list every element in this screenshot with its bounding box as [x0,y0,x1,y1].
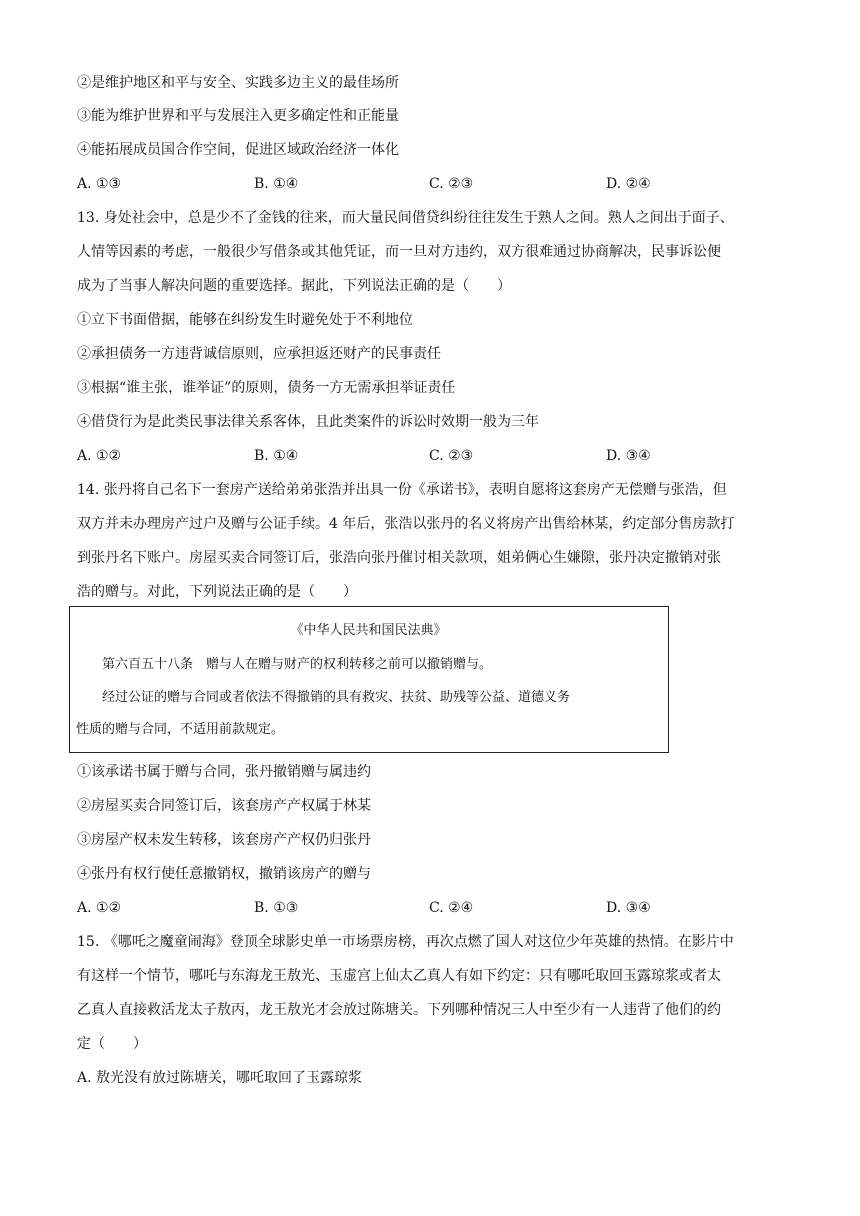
q14-stem-line: 14. 张丹将自己名下一套房产送给弟弟张浩并出具一份《承诺书》，表明自愿将这套房产无偿赠与张浩，但 [77,482,727,498]
q14-option-b: B. ①③ [254,900,299,916]
excerpt-line: 性质的赠与合同，不适用前款规定。 [76,722,285,737]
q13-option-b: B. ①④ [254,448,299,464]
q12-option-b: B. ①④ [254,176,299,192]
q12-item-3: ③能为维护世界和平与发展注入更多确定性和正能量 [77,108,399,124]
q13-item-4: ④借贷行为是此类民事法律关系客体，且此类案件的诉讼时效期一般为三年 [77,414,539,430]
q13-option-d: D. ③④ [606,448,651,464]
q13-stem-line: 13. 身处社会中，总是少不了金钱的往来，而大量民间借贷纠纷往往发生于熟人之间。熟人之间出于面子、 [77,210,734,226]
q13-item-1: ①立下书面借据，能够在纠纷发生时避免处于不利地位 [77,312,413,328]
q14-item-2: ②房屋买卖合同签订后，该套房产产权属于林某 [77,798,371,814]
q12-option-c: C. ②③ [429,176,474,192]
q14-options [77,898,797,918]
q13-option-a: A. ①② [77,448,122,464]
q14-option-a: A. ①② [77,900,122,916]
q15-stem-line: 乙真人直接救活龙太子敖丙，龙王敖光才会放过陈塘关。下列哪种情况三人中至少有一人违背了他们的约 [77,1002,721,1018]
q14-item-4: ④张丹有权行使任意撤销权，撤销该房产的赠与 [77,866,371,882]
excerpt-line: 经过公证的赠与合同或者依法不得撤销的具有救灾、扶贫、助残等公益、道德义务 [102,690,571,705]
q13-stem-line: 人情等因素的考虑，一般很少写借条或其他凭证，而一旦对方违约，双方很难通过协商解决，民事诉讼便 [77,244,721,260]
q12-item-4: ④能拓展成员国合作空间，促进区域政治经济一体化 [77,142,399,158]
q12-option-d: D. ②④ [606,176,651,192]
q14-stem-line: 到张丹名下账户。房屋买卖合同签订后，张浩向张丹催讨相关款项，姐弟俩心生嫌隙，张丹决定撤销对张 [77,550,721,566]
q13-stem-line: 成为了当事人解决问题的重要选择。据此，下列说法正确的是（ ） [77,278,511,294]
q15-stem-line: 15. 《哪吒之魔童闹海》登顶全球影史单一市场票房榜，再次点燃了国人对这位少年英雄的热情。在影片中 [77,934,734,950]
q14-stem-line: 浩的赠与。对此，下列说法正确的是（ ） [77,584,357,600]
q13-item-2: ②承担债务一方违背诚信原则，应承担返还财产的民事责任 [77,346,441,362]
q12-option-a: A. ①③ [77,176,122,192]
q12-options [77,174,797,194]
q15-option-a: A. 敖光没有放过陈塘关，哪吒取回了玉露琼浆 [77,1070,363,1086]
q15-stem-line: 定（ ） [77,1036,147,1052]
q14-option-c: C. ②④ [429,900,474,916]
q13-options [77,446,797,466]
q14-option-d: D. ③④ [606,900,651,916]
q14-item-1: ①该承诺书属于赠与合同，张丹撤销赠与属违约 [77,764,371,780]
q14-stem-line: 双方并未办理房产过户及赠与公证手续。4 年后，张浩以张丹的名义将房产出售给林某，约定部分售房款打 [77,516,735,532]
q13-option-c: C. ②③ [429,448,474,464]
excerpt-line: 第六百五十八条 赠与人在赠与财产的权利转移之前可以撤销赠与。 [102,657,493,672]
excerpt-title: 《中华人民共和国民法典》 [290,623,447,638]
q15-stem-line: 有这样一个情节，哪吒与东海龙王敖光、玉虚宫上仙太乙真人有如下约定：只有哪吒取回玉露琼浆或者太 [77,968,721,984]
civil-code-excerpt-box [69,606,669,753]
q12-item-2: ②是维护地区和平与安全、实践多边主义的最佳场所 [77,75,399,91]
q13-item-3: ③根据“谁主张，谁举证”的原则，债务一方无需承担举证责任 [77,380,456,396]
q14-item-3: ③房屋产权未发生转移，该套房产产权仍归张丹 [77,832,371,848]
